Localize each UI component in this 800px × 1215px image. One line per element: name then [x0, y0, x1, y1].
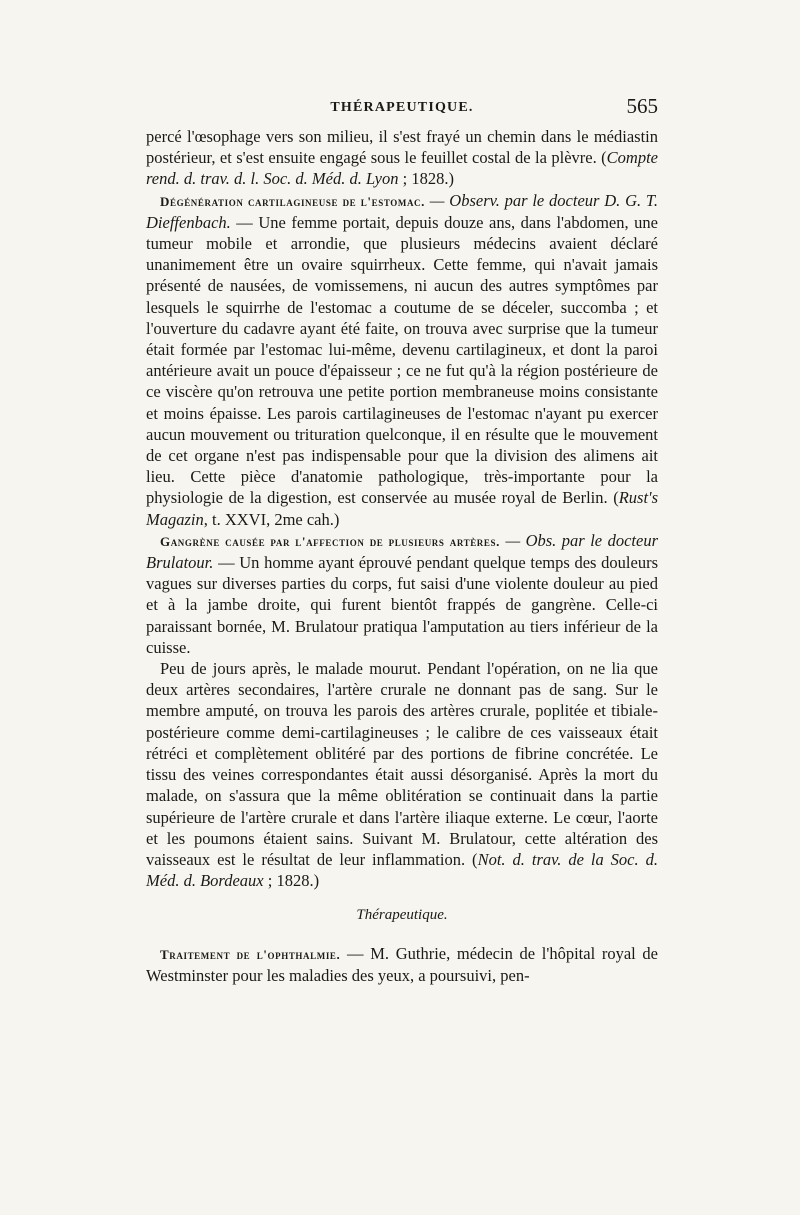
- body-text: [146, 126, 658, 986]
- paragraph-autopsy: [146, 658, 658, 891]
- paragraph-esophagus-continuation: [146, 126, 658, 190]
- citation-end: ; 1828.): [398, 169, 454, 189]
- article-title: Traitement de l'ophthalmie.: [160, 946, 341, 962]
- page-number: 565: [626, 94, 658, 118]
- observer-credit: — Observ. par le docteur D. G. T. Dieffenbach.: [146, 190, 658, 232]
- citation: Compte rend. d. trav. d. l. Soc. d. Méd. d. Lyon: [146, 148, 658, 189]
- observer-credit: — Obs. par le docteur Brulatour.: [146, 530, 658, 573]
- paragraph-stomach-degeneration: [146, 190, 658, 530]
- citation: Not. d. trav. de la Soc. d. Méd. d. Bordeaux: [146, 849, 658, 891]
- paragraph-text: percé l'œsophage vers son milieu, il s'est frayé un chemin dans le médiastin postérieur, et s'est ensuite engagé sous le feuillet costal de la plèvre. (: [146, 127, 658, 168]
- article-title: Gangrène causée par l'affection de plusieurs artères.: [160, 533, 500, 549]
- running-title: THÉRAPEUTIQUE.: [330, 100, 474, 115]
- paragraph-gangrene: [146, 530, 658, 658]
- article-title: Dégénération cartilagineuse de l'estomac.: [160, 193, 426, 209]
- citation-end: ; 1828.): [263, 871, 320, 891]
- section-heading: Thérapeutique.: [356, 907, 448, 924]
- citation: Rust's Magazin: [146, 488, 658, 529]
- paragraph-text: — M. Guthrie, médecin de l'hôpital royal de Westminster pour les maladies des yeux, a poursuivi, pen-: [146, 943, 658, 985]
- paragraph-text: Peu de jours après, le malade mourut. Pendant l'opération, on ne lia que deux artères secondaires, l'artère crurale ne donnant pas de sang. Sur le membre amputé, on trouva les parois des artères crurale, poplitée et tibiale-postérieure comme demi-cartilagineuses ; le calibre de ces vaisseaux était rétréci et complètement oblitéré par des portions de fibrine concrétée. Le tissu des veines correspondantes était aussi désorganisé. Après la mort du malade, on s'assura que la même oblitération se continuait dans la partie supérieure de l'artère crurale et dans l'artère iliaque externe. Le cœur, l'aorte et les poumons étaient sains. Suivant M. Brulatour, cette altération des vaisseaux est le résultat de leur inflammation. (: [146, 659, 658, 869]
- paragraph-ophthalmia: [146, 943, 658, 986]
- paragraph-text: — Une femme portait, depuis douze ans, dans l'abdomen, une tumeur mobile et arrondie, que plusieurs médecins avaient déclaré unanimement être un ovaire squirrheux. Cette femme, qui n'avait jamais présenté de nausées, de vomissemens, ni aucun des autres symptômes par lesquels le squirrhe de l'estomac a coutume de se déceler, succomba ; et l'ouverture du cadavre ayant été faite, on trouva avec surprise que la tumeur était formée par l'estomac lui-même, devenu cartilagineux, et dont la paroi antérieure avait un pouce d'épaisseur ; ce ne fut qu'à la région postérieure de ce viscère qu'on retrouva une petite portion membraneuse moins consistante et moins épaisse. Les parois cartilagineuses de l'estomac n'ayant pu exercer aucun mouvement ou trituration quelconque, il en résulte que le mouvement de cet organe n'est pas indispensable pour que la division des alimens ait lieu. Cette pièce d'anatomie pathologique, très-importante pour la physiologie de la digestion, est conservée au musée royal de Berlin. (: [146, 212, 658, 508]
- citation-end: , t. XXVI, 2me cah.): [203, 509, 340, 529]
- page-header: [146, 94, 658, 124]
- paragraph-text: — Un homme ayant éprouvé pendant quelque temps des douleurs vagues sur diverses parties du corps, fut saisi d'une violente douleur au pied et à la jambe droite, qui furent bientôt frappés de gangrène. Celle-ci paraissant bornée, M. Brulatour pratiqua l'amputation au tiers inférieur de la cuisse.: [146, 553, 658, 657]
